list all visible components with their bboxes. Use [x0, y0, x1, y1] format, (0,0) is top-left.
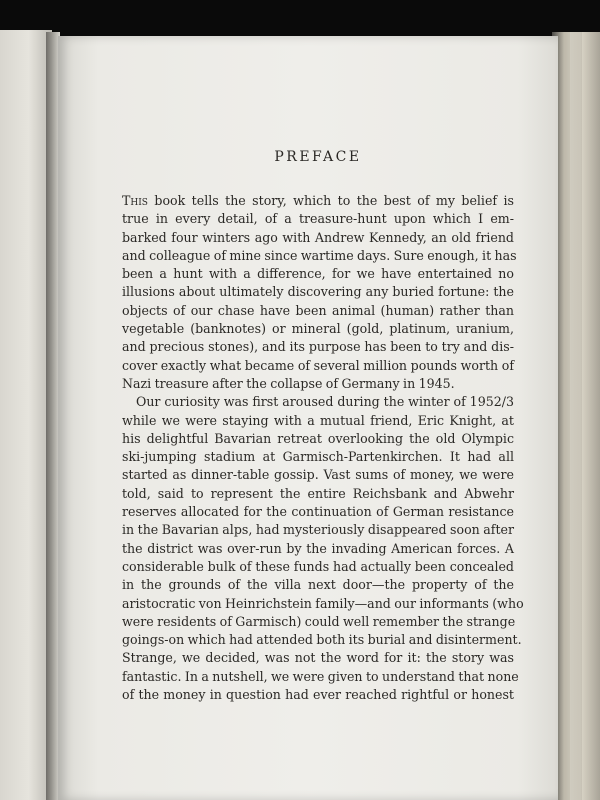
text-line: fantastic. In a nutshell, we were given to understand that none	[122, 668, 519, 684]
book-page	[58, 36, 558, 800]
text-line: Our curiosity was first aroused during the winter of 1952/3	[136, 394, 514, 410]
text-line: were residents of Garmisch) could well remember the strange	[122, 613, 516, 629]
text-line: and colleague of mine since wartime days. Sure enough, it has	[122, 247, 517, 263]
text-line: and precious stones), and its purpose has been to try and dis-	[122, 339, 514, 355]
text-line: of the money in question had ever reached rightful or honest	[122, 687, 514, 703]
book-cover-edge	[552, 32, 600, 800]
facing-page-edge	[0, 30, 52, 800]
text-line: goings-on which had attended both its burial and disinterment.	[122, 632, 522, 648]
text-line: Nazi treasure after the collapse of Germany in 1945.	[122, 375, 455, 391]
text-line: Strange, we decided, was not the word for it: the story was	[122, 650, 514, 666]
opening-word: This	[122, 193, 148, 208]
text-line: cover exactly what became of several million pounds worth of	[122, 357, 514, 373]
text-line-1-rest: book tells the story, which to the best of my belief is	[147, 193, 514, 208]
preface-heading: PREFACE	[274, 149, 362, 165]
page-content	[122, 148, 524, 704]
text-line: true in every detail, of a treasure-hunt upon which I em-	[122, 211, 514, 227]
text-line: his delightful Bavarian retreat overlooking the old Olympic	[122, 430, 514, 446]
text-line: barked four winters ago with Andrew Kennedy, an old friend	[122, 229, 514, 245]
text-line: started as dinner-table gossip. Vast sums of money, we were	[122, 467, 514, 483]
text-line: considerable bulk of these funds had actually been concealed	[122, 558, 514, 574]
text-line: told, said to represent the entire Reichsbank and Abwehr	[122, 485, 514, 501]
text-line: ski-jumping stadium at Garmisch-Partenkirchen. It had all	[122, 449, 514, 465]
text-line: while we were staying with a mutual friend, Eric Knight, at	[122, 412, 514, 428]
text-line: in the Bavarian alps, had mysteriously disappeared soon after	[122, 522, 514, 538]
text-line: vegetable (banknotes) or mineral (gold, platinum, uranium,	[122, 321, 514, 337]
text-line: illusions about ultimately discovering any buried fortune: the	[122, 284, 514, 300]
text-line: aristocratic von Heinrichstein family—and our informants (who	[122, 595, 524, 611]
text-line: objects of our chase have been animal (human) rather than	[122, 302, 514, 318]
text-line: the district was over-run by the invading American forces. A	[122, 540, 514, 556]
text-line-1	[122, 192, 514, 210]
text-line: been a hunt with a difference, for we have entertained no	[122, 266, 514, 282]
text-line: in the grounds of the villa next door—the property of the	[122, 577, 514, 593]
text-line: reserves allocated for the continuation of German resistance	[122, 504, 514, 520]
